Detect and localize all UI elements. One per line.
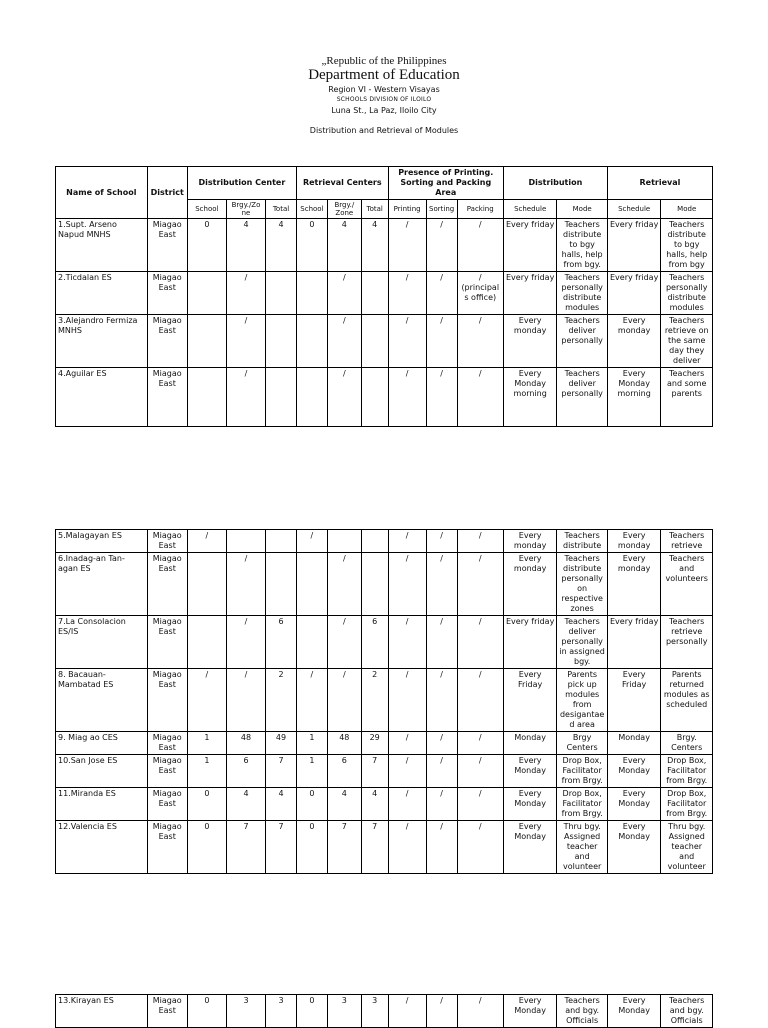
sorting-cell: / <box>426 616 457 669</box>
dc-total-cell: 4 <box>266 219 297 272</box>
col-header-presence: Presence of Printing. Sorting and Packing Area <box>388 167 503 200</box>
printing-cell: / <box>388 368 426 427</box>
printing-cell: / <box>388 530 426 553</box>
rc-total-cell <box>361 272 388 315</box>
subheader-dc-total: Total <box>266 200 297 219</box>
ret-schedule-cell: Every friday <box>607 616 661 669</box>
packing-cell: / <box>457 732 503 755</box>
printing-cell: / <box>388 669 426 732</box>
dc-school-cell <box>187 368 226 427</box>
printing-cell: / <box>388 272 426 315</box>
district-cell: Miagao East <box>147 755 187 788</box>
dist-schedule-cell: Every monday <box>503 530 557 553</box>
subheader-printing: Printing <box>388 200 426 219</box>
packing-cell: / <box>457 219 503 272</box>
rc-total-cell: 29 <box>361 732 388 755</box>
rc-brgy-cell: 48 <box>327 732 361 755</box>
col-header-distribution: Distribution <box>503 167 607 200</box>
district-cell: Miagao East <box>147 219 187 272</box>
rc-school-cell <box>296 272 327 315</box>
dc-school-cell: / <box>187 530 226 553</box>
dist-schedule-cell: Every Monday <box>503 995 557 1028</box>
printing-cell: / <box>388 553 426 616</box>
dc-brgy-cell: 4 <box>226 219 265 272</box>
packing-cell: / <box>457 315 503 368</box>
col-header-retrieval-centers: Retrieval Centers <box>296 167 388 200</box>
sorting-cell: / <box>426 272 457 315</box>
school-name-cell: 4.Aguilar ES <box>56 368 148 427</box>
sorting-cell: / <box>426 755 457 788</box>
dist-mode-cell: Teachers distribute <box>557 530 607 553</box>
dist-schedule-cell: Every Monday <box>503 755 557 788</box>
sorting-cell: / <box>426 788 457 821</box>
dist-mode-cell: Teachers and bgy. Officials <box>557 995 607 1028</box>
ret-mode-cell: Teachers and bgy. Officials <box>661 995 713 1028</box>
dist-schedule-cell: Every Monday <box>503 788 557 821</box>
district-cell: Miagao East <box>147 553 187 616</box>
dist-mode-cell: Teachers deliver personally <box>557 368 607 427</box>
packing-cell: / <box>457 788 503 821</box>
dist-schedule-cell: Monday <box>503 732 557 755</box>
rc-brgy-cell: / <box>327 272 361 315</box>
ret-mode-cell: Thru bgy. Assigned teacher and volunteer <box>661 821 713 874</box>
sorting-cell: / <box>426 368 457 427</box>
division-line: SCHOOLS DIVISION OF ILOILO <box>336 96 432 103</box>
dc-total-cell: 49 <box>266 732 297 755</box>
subheader-rc-brgy-zone: Brgy./ Zone <box>327 200 361 219</box>
dc-total-cell: 7 <box>266 821 297 874</box>
col-header-name: Name of School <box>56 167 148 219</box>
packing-cell: / <box>457 821 503 874</box>
ret-mode-cell: Parents returned modules as scheduled <box>661 669 713 732</box>
dc-school-cell: 1 <box>187 755 226 788</box>
school-name-cell: 7.La Consolacion ES/IS <box>56 616 148 669</box>
dc-brgy-cell: 6 <box>226 755 265 788</box>
sorting-cell: / <box>426 219 457 272</box>
rc-brgy-cell: / <box>327 315 361 368</box>
rc-school-cell <box>296 315 327 368</box>
rc-brgy-cell <box>327 530 361 553</box>
ret-schedule-cell: Every Monday <box>607 755 661 788</box>
col-header-retrieval: Retrieval <box>607 167 712 200</box>
department-title: Department of Education <box>308 67 460 83</box>
dc-school-cell: / <box>187 669 226 732</box>
col-header-distribution-center: Distribution Center <box>187 167 296 200</box>
dist-mode-cell: Drop Box, Facilitator from Brgy. <box>557 788 607 821</box>
dist-schedule-cell: Every Monday morning <box>503 368 557 427</box>
printing-cell: / <box>388 821 426 874</box>
dc-total-cell: 4 <box>266 788 297 821</box>
address-line: Luna St., La Paz, Iloilo City <box>331 106 437 115</box>
table-row <box>56 616 713 669</box>
printing-cell: / <box>388 315 426 368</box>
rc-brgy-cell: / <box>327 368 361 427</box>
dist-mode-cell: Drop Box, Facilitator from Brgy. <box>557 755 607 788</box>
dist-mode-cell: Teachers distribute to bgy halls, help from bgy. <box>557 219 607 272</box>
ret-schedule-cell: Every friday <box>607 272 661 315</box>
subheader-ret-mode: Mode <box>661 200 713 219</box>
dc-brgy-cell: 48 <box>226 732 265 755</box>
packing-cell: / <box>457 553 503 616</box>
district-cell: Miagao East <box>147 530 187 553</box>
dc-school-cell: 0 <box>187 995 226 1028</box>
school-name-cell: 5.Malagayan ES <box>56 530 148 553</box>
ret-schedule-cell: Every Monday morning <box>607 368 661 427</box>
school-name-cell: 1.Supt. Arseno Napud MNHS <box>56 219 148 272</box>
subheader-sorting: Sorting <box>426 200 457 219</box>
printing-cell: / <box>388 732 426 755</box>
subheader-dc-brgy-zone: Brgy./Zo ne <box>226 200 265 219</box>
sorting-cell: / <box>426 530 457 553</box>
ret-mode-cell: Teachers retrieve <box>661 530 713 553</box>
district-cell: Miagao East <box>147 616 187 669</box>
school-name-cell: 3.Alejandro Fermiza MNHS <box>56 315 148 368</box>
dist-mode-cell: Teachers deliver personally <box>557 315 607 368</box>
rc-school-cell <box>296 616 327 669</box>
district-cell: Miagao East <box>147 788 187 821</box>
packing-cell: / (principals office) <box>457 272 503 315</box>
dist-mode-cell: Thru bgy. Assigned teacher and volunteer <box>557 821 607 874</box>
dc-brgy-cell: 7 <box>226 821 265 874</box>
sorting-cell: / <box>426 821 457 874</box>
rc-school-cell: 0 <box>296 788 327 821</box>
district-cell: Miagao East <box>147 669 187 732</box>
district-cell: Miagao East <box>147 821 187 874</box>
rc-brgy-cell: 4 <box>327 219 361 272</box>
document-subtitle: Distribution and Retrieval of Modules <box>309 126 459 135</box>
rc-brgy-cell: 3 <box>327 995 361 1028</box>
dc-school-cell: 0 <box>187 821 226 874</box>
ret-schedule-cell: Monday <box>607 732 661 755</box>
rc-school-cell: 0 <box>296 995 327 1028</box>
rc-brgy-cell: / <box>327 616 361 669</box>
ret-mode-cell: Brgy. Centers <box>661 732 713 755</box>
dc-school-cell: 0 <box>187 219 226 272</box>
school-name-cell: 11.Miranda ES <box>56 788 148 821</box>
ret-mode-cell: Teachers distribute to bgy halls, help from bgy <box>661 219 713 272</box>
subheader-dc-school: School <box>187 200 226 219</box>
district-cell: Miagao East <box>147 368 187 427</box>
table-row <box>56 669 713 732</box>
rc-school-cell: 0 <box>296 821 327 874</box>
packing-cell: / <box>457 669 503 732</box>
dc-total-cell: 6 <box>266 616 297 669</box>
dc-school-cell <box>187 272 226 315</box>
printing-cell: / <box>388 788 426 821</box>
dc-school-cell <box>187 616 226 669</box>
dc-school-cell <box>187 553 226 616</box>
ret-mode-cell: Teachers and volunteers <box>661 553 713 616</box>
rc-school-cell: 1 <box>296 755 327 788</box>
district-cell: Miagao East <box>147 995 187 1028</box>
rc-total-cell: 7 <box>361 821 388 874</box>
rc-school-cell <box>296 368 327 427</box>
rc-school-cell: / <box>296 669 327 732</box>
rc-total-cell <box>361 553 388 616</box>
dc-school-cell <box>187 315 226 368</box>
ret-schedule-cell: Every friday <box>607 219 661 272</box>
dist-mode-cell: Brgy Centers <box>557 732 607 755</box>
subheader-packing: Packing <box>457 200 503 219</box>
dc-school-cell: 0 <box>187 788 226 821</box>
rc-brgy-cell: 7 <box>327 821 361 874</box>
district-cell: Miagao East <box>147 272 187 315</box>
ret-mode-cell: Drop Box, Facilitator from Brgy. <box>661 755 713 788</box>
table-row <box>56 995 713 1028</box>
ret-schedule-cell: Every monday <box>607 553 661 616</box>
rc-total-cell: 2 <box>361 669 388 732</box>
dist-schedule-cell: Every monday <box>503 553 557 616</box>
dist-mode-cell: Teachers personally distribute modules <box>557 272 607 315</box>
rc-total-cell <box>361 368 388 427</box>
dist-mode-cell: Teachers deliver personally in assigned bgy. <box>557 616 607 669</box>
subheader-dist-schedule: Schedule <box>503 200 557 219</box>
dist-schedule-cell: Every monday <box>503 315 557 368</box>
dc-brgy-cell: 3 <box>226 995 265 1028</box>
school-name-cell: 10.San Jose ES <box>56 755 148 788</box>
dc-brgy-cell: 4 <box>226 788 265 821</box>
sorting-cell: / <box>426 315 457 368</box>
ret-schedule-cell: Every Monday <box>607 788 661 821</box>
school-name-cell: 13.Kirayan ES <box>56 995 148 1028</box>
dist-schedule-cell: Every friday <box>503 219 557 272</box>
sorting-cell: / <box>426 995 457 1028</box>
packing-cell: / <box>457 616 503 669</box>
dc-school-cell: 1 <box>187 732 226 755</box>
rc-brgy-cell: / <box>327 553 361 616</box>
school-name-cell: 2.Ticdalan ES <box>56 272 148 315</box>
table-row <box>56 553 713 616</box>
dc-brgy-cell: / <box>226 368 265 427</box>
dc-brgy-cell: / <box>226 272 265 315</box>
dc-brgy-cell: / <box>226 669 265 732</box>
rc-brgy-cell: 6 <box>327 755 361 788</box>
rc-brgy-cell: 4 <box>327 788 361 821</box>
rc-school-cell: / <box>296 530 327 553</box>
district-cell: Miagao East <box>147 315 187 368</box>
table-row <box>56 315 713 368</box>
ret-schedule-cell: Every Monday <box>607 995 661 1028</box>
school-name-cell: 12.Valencia ES <box>56 821 148 874</box>
table-row <box>56 530 713 553</box>
dist-mode-cell: Teachers distribute personally on respective zones <box>557 553 607 616</box>
table-row <box>56 272 713 315</box>
district-cell: Miagao East <box>147 732 187 755</box>
dc-brgy-cell: / <box>226 553 265 616</box>
rc-total-cell: 6 <box>361 616 388 669</box>
printing-cell: / <box>388 616 426 669</box>
rc-school-cell: 0 <box>296 219 327 272</box>
printing-cell: / <box>388 755 426 788</box>
dist-schedule-cell: Every Friday <box>503 669 557 732</box>
dc-brgy-cell: / <box>226 616 265 669</box>
rc-total-cell: 3 <box>361 995 388 1028</box>
school-name-cell: 6.Inadag-an Tan-agan ES <box>56 553 148 616</box>
rc-total-cell: 4 <box>361 219 388 272</box>
republic-line: „Republic of the Philippines <box>321 55 447 67</box>
ret-mode-cell: Teachers retrieve personally <box>661 616 713 669</box>
dc-total-cell: 3 <box>266 995 297 1028</box>
printing-cell: / <box>388 219 426 272</box>
school-name-cell: 9. Miag ao CES <box>56 732 148 755</box>
dc-brgy-cell: / <box>226 315 265 368</box>
dc-total-cell <box>266 315 297 368</box>
table-row <box>56 755 713 788</box>
modules-table-part-2 <box>55 529 713 874</box>
modules-table-part-3 <box>55 994 713 1028</box>
ret-mode-cell: Teachers retrieve on the same day they deliver <box>661 315 713 368</box>
subheader-dist-mode: Mode <box>557 200 607 219</box>
rc-total-cell <box>361 530 388 553</box>
ret-schedule-cell: Every monday <box>607 530 661 553</box>
packing-cell: / <box>457 530 503 553</box>
school-name-cell: 8. Bacauan-Mambatad ES <box>56 669 148 732</box>
dist-mode-cell: Parents pick up modules from desigantae d area <box>557 669 607 732</box>
ret-mode-cell: Teachers personally distribute modules <box>661 272 713 315</box>
rc-school-cell <box>296 553 327 616</box>
dc-total-cell <box>266 553 297 616</box>
dist-schedule-cell: Every friday <box>503 616 557 669</box>
dc-total-cell: 7 <box>266 755 297 788</box>
rc-total-cell: 7 <box>361 755 388 788</box>
packing-cell: / <box>457 755 503 788</box>
ret-schedule-cell: Every monday <box>607 315 661 368</box>
rc-school-cell: 1 <box>296 732 327 755</box>
packing-cell: / <box>457 995 503 1028</box>
sorting-cell: / <box>426 669 457 732</box>
dc-total-cell <box>266 272 297 315</box>
ret-schedule-cell: Every Friday <box>607 669 661 732</box>
table-row <box>56 788 713 821</box>
dist-schedule-cell: Every friday <box>503 272 557 315</box>
ret-mode-cell: Teachers and some parents <box>661 368 713 427</box>
rc-total-cell: 4 <box>361 788 388 821</box>
dist-schedule-cell: Every Monday <box>503 821 557 874</box>
subheader-ret-schedule: Schedule <box>607 200 661 219</box>
ret-mode-cell: Drop Box, Facilitator from Brgy. <box>661 788 713 821</box>
packing-cell: / <box>457 368 503 427</box>
dc-total-cell: 2 <box>266 669 297 732</box>
modules-table-part-1 <box>55 166 713 427</box>
dc-total-cell <box>266 368 297 427</box>
subheader-rc-school: School <box>296 200 327 219</box>
col-header-district: District <box>147 167 187 219</box>
ret-schedule-cell: Every Monday <box>607 821 661 874</box>
dc-total-cell <box>266 530 297 553</box>
table-row <box>56 219 713 272</box>
region-line: Region VI - Western Visayas <box>328 85 440 94</box>
dc-brgy-cell <box>226 530 265 553</box>
printing-cell: / <box>388 995 426 1028</box>
sorting-cell: / <box>426 553 457 616</box>
table-row <box>56 821 713 874</box>
rc-total-cell <box>361 315 388 368</box>
table-row <box>56 732 713 755</box>
sorting-cell: / <box>426 732 457 755</box>
rc-brgy-cell: / <box>327 669 361 732</box>
subheader-rc-total: Total <box>361 200 388 219</box>
table-row <box>56 368 713 427</box>
